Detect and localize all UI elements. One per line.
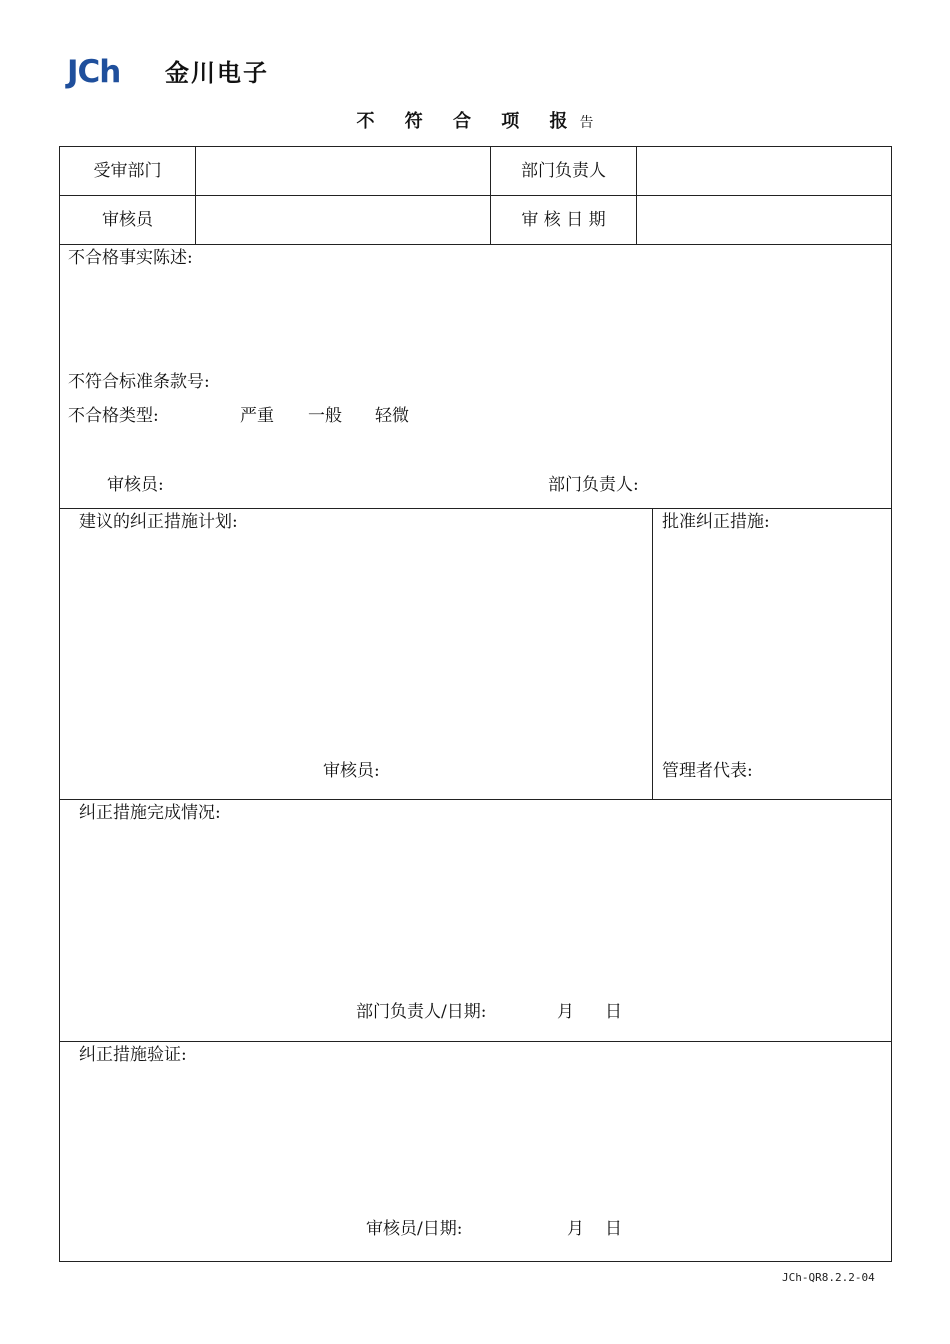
row-divider [59,195,892,196]
completion-sign: 部门负责人/日期: [356,1002,487,1022]
nonconformity-fact-label: 不合格事实陈述: [68,248,193,268]
type-option-minor[interactable]: 轻微 [375,406,409,426]
audited-dept-field[interactable] [197,148,489,194]
company-logo-latin: JCh [67,54,121,90]
nonconformity-clause-label: 不符合标准条款号: [68,372,210,392]
nonconformity-dept-head-sign: 部门负责人: [548,475,639,495]
company-logo-chinese: 金川电子 [165,59,269,87]
nonconformity-type-label: 不合格类型: [68,406,159,426]
form-code: JCh-QR8.2.2-04 [782,1271,875,1284]
col-divider [652,508,653,800]
audit-date-label: 审 核 日 期 [521,210,606,230]
section-divider [59,508,892,509]
col-divider [636,146,637,245]
dept-head-label: 部门负责人 [521,161,606,181]
verification-month: 月 [567,1219,584,1239]
completion-day: 日 [605,1002,622,1022]
col-divider [195,146,196,245]
form-title [0,110,950,135]
form-title-main: 不 符 合 项 报 [356,111,580,132]
approve-corrective-label: 批准纠正措施: [662,512,770,532]
table-border-right [891,146,892,1262]
form-title-tail: 告 [579,115,594,131]
dept-head-field[interactable] [638,148,890,194]
auditor-field[interactable] [197,197,489,243]
section-divider [59,799,892,800]
completion-month: 月 [557,1002,574,1022]
auditor-label: 审核员 [102,210,153,230]
audit-date-field[interactable] [638,197,890,243]
completion-label: 纠正措施完成情况: [79,803,221,823]
verification-label: 纠正措施验证: [79,1045,187,1065]
corrective-plan-label: 建议的纠正措施计划: [79,512,238,532]
type-option-general[interactable]: 一般 [308,406,342,426]
section-divider [59,1041,892,1042]
table-border-bottom [59,1261,892,1262]
nonconformity-auditor-sign: 审核员: [107,475,164,495]
verification-sign: 审核员/日期: [366,1219,463,1239]
audited-dept-label: 受审部门 [93,161,162,181]
table-border-top [59,146,892,147]
type-option-severe[interactable]: 严重 [240,406,274,426]
corrective-plan-auditor-sign: 审核员: [323,761,380,781]
verification-day: 日 [605,1219,622,1239]
management-rep-sign: 管理者代表: [662,761,753,781]
row-divider [59,244,892,245]
table-border-left [59,146,60,1262]
